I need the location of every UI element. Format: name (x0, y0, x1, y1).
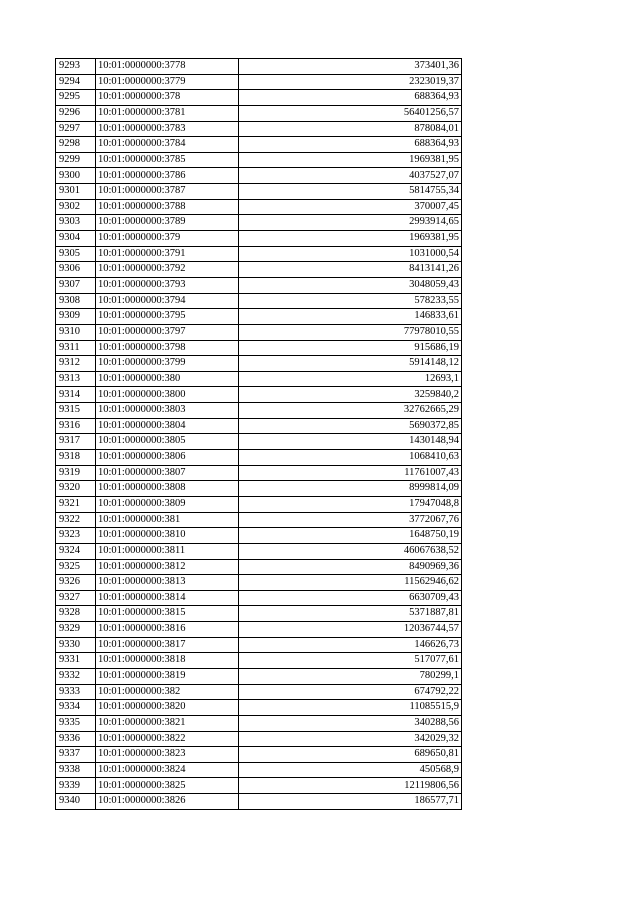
cadastral-value-cell: 8413141,26 (239, 262, 462, 278)
table-row (56, 575, 462, 591)
cadastral-value-cell: 373401,36 (239, 59, 462, 75)
table-row (56, 340, 462, 356)
cadastral-number-cell: 10:01:0000000:3816 (96, 622, 239, 638)
cadastral-value-cell: 11562946,62 (239, 575, 462, 591)
cadastral-value-cell: 5690372,85 (239, 418, 462, 434)
row-number-cell: 9297 (56, 121, 96, 137)
row-number-cell: 9334 (56, 700, 96, 716)
cadastral-number-cell: 10:01:0000000:3804 (96, 418, 239, 434)
cadastral-value-cell: 915686,19 (239, 340, 462, 356)
cadastral-value-cell: 689650,81 (239, 747, 462, 763)
table-row (56, 622, 462, 638)
row-number-cell: 9293 (56, 59, 96, 75)
row-number-cell: 9300 (56, 168, 96, 184)
row-number-cell: 9302 (56, 199, 96, 215)
row-number-cell: 9308 (56, 293, 96, 309)
cadastral-number-cell: 10:01:0000000:3815 (96, 606, 239, 622)
cadastral-value-cell: 12693,1 (239, 371, 462, 387)
cadastral-value-cell: 12036744,57 (239, 622, 462, 638)
table-row (56, 121, 462, 137)
row-number-cell: 9313 (56, 371, 96, 387)
table-row (56, 90, 462, 106)
cadastral-number-cell: 10:01:0000000:3778 (96, 59, 239, 75)
cadastral-number-cell: 10:01:0000000:3805 (96, 434, 239, 450)
table-row (56, 559, 462, 575)
cadastral-number-cell: 10:01:0000000:379 (96, 231, 239, 247)
table-row (56, 731, 462, 747)
table-row (56, 59, 462, 75)
row-number-cell: 9304 (56, 231, 96, 247)
cadastral-value-cell: 146833,61 (239, 309, 462, 325)
cadastral-number-cell: 10:01:0000000:381 (96, 512, 239, 528)
row-number-cell: 9332 (56, 668, 96, 684)
cadastral-number-cell: 10:01:0000000:3822 (96, 731, 239, 747)
row-number-cell: 9339 (56, 778, 96, 794)
cadastral-value-table (55, 58, 462, 810)
cadastral-number-cell: 10:01:0000000:380 (96, 371, 239, 387)
cadastral-value-cell: 1648750,19 (239, 528, 462, 544)
cadastral-value-cell: 2993914,65 (239, 215, 462, 231)
cadastral-value-cell: 8490969,36 (239, 559, 462, 575)
cadastral-value-cell: 146626,73 (239, 637, 462, 653)
row-number-cell: 9294 (56, 74, 96, 90)
row-number-cell: 9327 (56, 590, 96, 606)
row-number-cell: 9331 (56, 653, 96, 669)
cadastral-number-cell: 10:01:0000000:3821 (96, 715, 239, 731)
table-row (56, 606, 462, 622)
cadastral-value-cell: 6630709,43 (239, 590, 462, 606)
table-row (56, 231, 462, 247)
table-row (56, 543, 462, 559)
row-number-cell: 9296 (56, 105, 96, 121)
table-row (56, 262, 462, 278)
cadastral-number-cell: 10:01:0000000:3823 (96, 747, 239, 763)
row-number-cell: 9314 (56, 387, 96, 403)
cadastral-number-cell: 10:01:0000000:3803 (96, 403, 239, 419)
cadastral-value-cell: 3048059,43 (239, 277, 462, 293)
cadastral-value-cell: 5914148,12 (239, 356, 462, 372)
cadastral-number-cell: 10:01:0000000:3792 (96, 262, 239, 278)
cadastral-value-cell: 1969381,95 (239, 152, 462, 168)
cadastral-number-cell: 10:01:0000000:3825 (96, 778, 239, 794)
cadastral-value-cell: 342029,32 (239, 731, 462, 747)
table-row (56, 637, 462, 653)
row-number-cell: 9338 (56, 762, 96, 778)
cadastral-number-cell: 10:01:0000000:3787 (96, 184, 239, 200)
cadastral-value-cell: 517077,61 (239, 653, 462, 669)
row-number-cell: 9340 (56, 794, 96, 810)
row-number-cell: 9315 (56, 403, 96, 419)
table-row (56, 418, 462, 434)
cadastral-value-cell: 2323019,37 (239, 74, 462, 90)
cadastral-value-cell: 1969381,95 (239, 231, 462, 247)
table-row (56, 105, 462, 121)
table-row (56, 199, 462, 215)
cadastral-number-cell: 10:01:0000000:3820 (96, 700, 239, 716)
cadastral-number-cell: 10:01:0000000:3795 (96, 309, 239, 325)
row-number-cell: 9303 (56, 215, 96, 231)
table-row (56, 356, 462, 372)
cadastral-number-cell: 10:01:0000000:3797 (96, 324, 239, 340)
cadastral-number-cell: 10:01:0000000:3806 (96, 450, 239, 466)
row-number-cell: 9322 (56, 512, 96, 528)
table-row (56, 700, 462, 716)
cadastral-number-cell: 10:01:0000000:3788 (96, 199, 239, 215)
cadastral-number-cell: 10:01:0000000:3783 (96, 121, 239, 137)
cadastral-value-cell: 780299,1 (239, 668, 462, 684)
row-number-cell: 9321 (56, 496, 96, 512)
row-number-cell: 9320 (56, 481, 96, 497)
table-row (56, 528, 462, 544)
cadastral-value-cell: 12119806,56 (239, 778, 462, 794)
cadastral-number-cell: 10:01:0000000:3789 (96, 215, 239, 231)
table-row (56, 387, 462, 403)
table-row (56, 152, 462, 168)
cadastral-value-cell: 340288,56 (239, 715, 462, 731)
table-row (56, 778, 462, 794)
cadastral-value-cell: 674792,22 (239, 684, 462, 700)
cadastral-number-cell: 10:01:0000000:3800 (96, 387, 239, 403)
cadastral-number-cell: 10:01:0000000:3793 (96, 277, 239, 293)
row-number-cell: 9328 (56, 606, 96, 622)
table-row (56, 465, 462, 481)
cadastral-number-cell: 10:01:0000000:3779 (96, 74, 239, 90)
table-row (56, 747, 462, 763)
cadastral-number-cell: 10:01:0000000:3808 (96, 481, 239, 497)
row-number-cell: 9316 (56, 418, 96, 434)
cadastral-value-cell: 46067638,52 (239, 543, 462, 559)
table-body (56, 59, 462, 810)
table-row (56, 684, 462, 700)
row-number-cell: 9307 (56, 277, 96, 293)
cadastral-value-cell: 1031000,54 (239, 246, 462, 262)
row-number-cell: 9333 (56, 684, 96, 700)
table-row (56, 371, 462, 387)
row-number-cell: 9312 (56, 356, 96, 372)
cadastral-number-cell: 10:01:0000000:3824 (96, 762, 239, 778)
cadastral-number-cell: 10:01:0000000:3812 (96, 559, 239, 575)
row-number-cell: 9325 (56, 559, 96, 575)
table-row (56, 215, 462, 231)
cadastral-value-cell: 77978010,55 (239, 324, 462, 340)
table-row (56, 434, 462, 450)
cadastral-value-cell: 32762665,29 (239, 403, 462, 419)
cadastral-number-cell: 10:01:0000000:3798 (96, 340, 239, 356)
table-row (56, 246, 462, 262)
table-row (56, 137, 462, 153)
cadastral-number-cell: 10:01:0000000:378 (96, 90, 239, 106)
cadastral-number-cell: 10:01:0000000:3781 (96, 105, 239, 121)
table-row (56, 653, 462, 669)
cadastral-value-cell: 8999814,09 (239, 481, 462, 497)
cadastral-value-cell: 17947048,8 (239, 496, 462, 512)
row-number-cell: 9317 (56, 434, 96, 450)
cadastral-value-cell: 450568,9 (239, 762, 462, 778)
row-number-cell: 9326 (56, 575, 96, 591)
cadastral-value-cell: 3772067,76 (239, 512, 462, 528)
cadastral-number-cell: 10:01:0000000:3819 (96, 668, 239, 684)
row-number-cell: 9305 (56, 246, 96, 262)
cadastral-number-cell: 10:01:0000000:3784 (96, 137, 239, 153)
row-number-cell: 9295 (56, 90, 96, 106)
cadastral-value-cell: 186577,71 (239, 794, 462, 810)
row-number-cell: 9329 (56, 622, 96, 638)
table-row (56, 293, 462, 309)
cadastral-number-cell: 10:01:0000000:3791 (96, 246, 239, 262)
row-number-cell: 9301 (56, 184, 96, 200)
table-row (56, 403, 462, 419)
table-row (56, 668, 462, 684)
table-row (56, 762, 462, 778)
cadastral-number-cell: 10:01:0000000:3826 (96, 794, 239, 810)
cadastral-number-cell: 10:01:0000000:3810 (96, 528, 239, 544)
row-number-cell: 9318 (56, 450, 96, 466)
cadastral-number-cell: 10:01:0000000:3817 (96, 637, 239, 653)
row-number-cell: 9298 (56, 137, 96, 153)
table-row (56, 74, 462, 90)
table-row (56, 324, 462, 340)
table-row (56, 277, 462, 293)
cadastral-number-cell: 10:01:0000000:3785 (96, 152, 239, 168)
row-number-cell: 9323 (56, 528, 96, 544)
table-row (56, 481, 462, 497)
cadastral-value-cell: 1430148,94 (239, 434, 462, 450)
row-number-cell: 9336 (56, 731, 96, 747)
table-row (56, 309, 462, 325)
cadastral-value-cell: 5371887,81 (239, 606, 462, 622)
cadastral-value-cell: 56401256,57 (239, 105, 462, 121)
row-number-cell: 9309 (56, 309, 96, 325)
cadastral-number-cell: 10:01:0000000:3813 (96, 575, 239, 591)
cadastral-number-cell: 10:01:0000000:3809 (96, 496, 239, 512)
cadastral-value-cell: 578233,55 (239, 293, 462, 309)
table-row (56, 590, 462, 606)
table-row (56, 184, 462, 200)
table-row (56, 168, 462, 184)
table-row (56, 496, 462, 512)
row-number-cell: 9335 (56, 715, 96, 731)
table-row (56, 794, 462, 810)
row-number-cell: 9306 (56, 262, 96, 278)
row-number-cell: 9299 (56, 152, 96, 168)
cadastral-number-cell: 10:01:0000000:3818 (96, 653, 239, 669)
cadastral-value-cell: 370007,45 (239, 199, 462, 215)
table-row (56, 450, 462, 466)
cadastral-number-cell: 10:01:0000000:3814 (96, 590, 239, 606)
cadastral-number-cell: 10:01:0000000:3786 (96, 168, 239, 184)
row-number-cell: 9330 (56, 637, 96, 653)
cadastral-number-cell: 10:01:0000000:3807 (96, 465, 239, 481)
cadastral-number-cell: 10:01:0000000:3811 (96, 543, 239, 559)
cadastral-value-cell: 11761007,43 (239, 465, 462, 481)
table-row (56, 512, 462, 528)
row-number-cell: 9324 (56, 543, 96, 559)
cadastral-value-cell: 5814755,34 (239, 184, 462, 200)
cadastral-value-cell: 688364,93 (239, 90, 462, 106)
cadastral-value-cell: 688364,93 (239, 137, 462, 153)
cadastral-value-cell: 4037527,07 (239, 168, 462, 184)
cadastral-number-cell: 10:01:0000000:3794 (96, 293, 239, 309)
row-number-cell: 9319 (56, 465, 96, 481)
cadastral-value-cell: 1068410,63 (239, 450, 462, 466)
row-number-cell: 9310 (56, 324, 96, 340)
cadastral-value-cell: 878084,01 (239, 121, 462, 137)
cadastral-value-cell: 3259840,2 (239, 387, 462, 403)
row-number-cell: 9337 (56, 747, 96, 763)
cadastral-number-cell: 10:01:0000000:3799 (96, 356, 239, 372)
cadastral-number-cell: 10:01:0000000:382 (96, 684, 239, 700)
table-row (56, 715, 462, 731)
row-number-cell: 9311 (56, 340, 96, 356)
cadastral-value-cell: 11085515,9 (239, 700, 462, 716)
